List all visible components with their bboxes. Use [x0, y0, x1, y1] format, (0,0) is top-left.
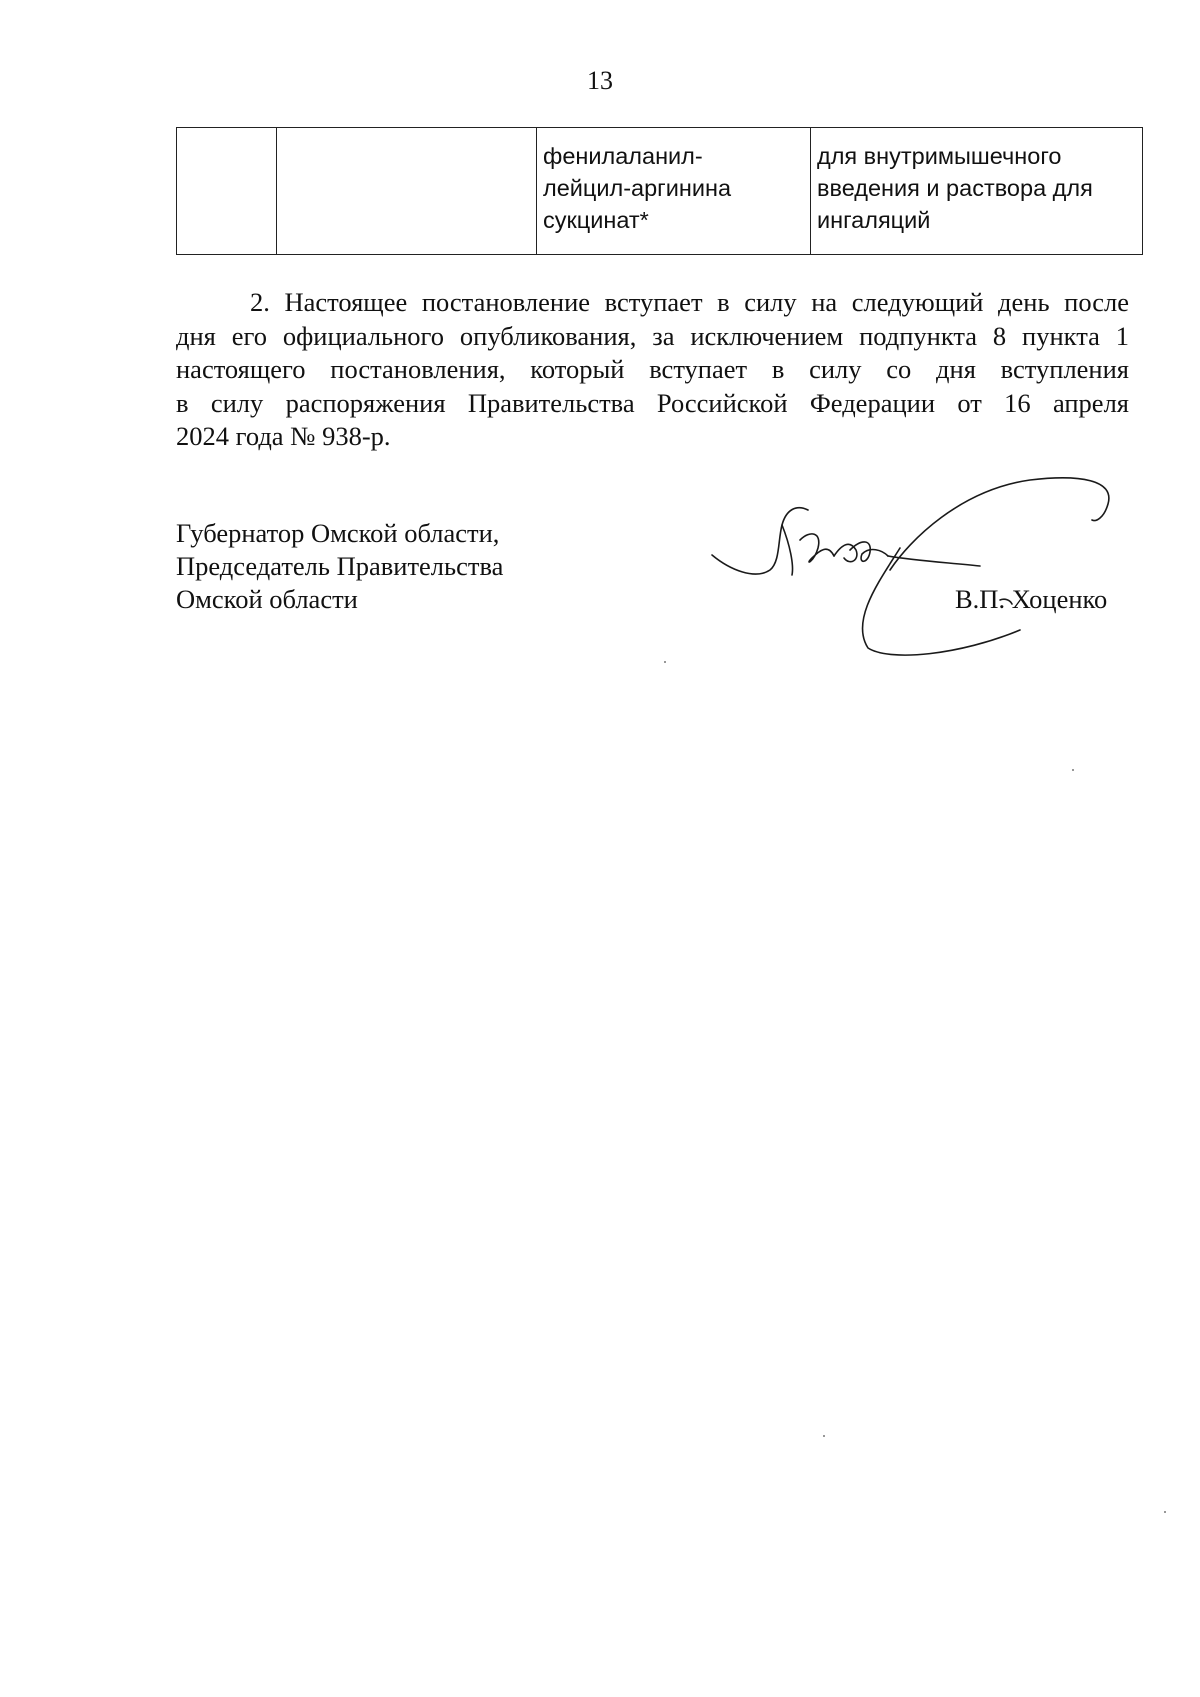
signatory-position	[176, 517, 503, 616]
signer-name: В.П. Хоценко	[955, 584, 1108, 614]
cell-line: введения и раствора для	[817, 175, 1093, 201]
paragraph-line: дня его официального опубликования, за исключением подпункта 8 пункта 1	[176, 320, 1129, 351]
scan-speck	[1164, 1511, 1166, 1513]
table-cell-dosage-form	[811, 128, 1143, 255]
position-line: Губернатор Омской области,	[176, 518, 500, 548]
continuation-table	[176, 127, 1143, 255]
scan-speck	[1072, 769, 1074, 771]
table-cell-code	[277, 128, 537, 255]
page-number: 13	[587, 66, 613, 95]
table-cell-drug-name	[537, 128, 811, 255]
cell-line: лейцил-аргинина	[543, 175, 732, 201]
cell-line: для внутримышечного	[817, 143, 1062, 169]
scan-speck	[664, 661, 666, 663]
position-line: Председатель Правительства	[176, 551, 504, 581]
handwritten-signature	[700, 470, 1150, 670]
table-row	[177, 128, 1143, 255]
cell-line: фенилаланил-	[543, 143, 703, 169]
position-line: Омской области	[176, 584, 358, 614]
paragraph-line: в силу распоряжения Правительства Российской Федерации от 16 апреля	[176, 387, 1129, 418]
table-cell-number	[177, 128, 277, 255]
resolution-paragraph-2	[176, 286, 1129, 454]
cell-line: ингаляций	[817, 207, 931, 233]
cell-line: сукцинат*	[543, 207, 649, 233]
paragraph-line: 2024 года № 938-р.	[176, 421, 391, 451]
paragraph-line: 2. Настоящее постановление вступает в силу на следующий день после	[250, 287, 1129, 317]
scan-speck	[823, 1435, 825, 1437]
paragraph-line: настоящего постановления, который вступает в силу со дня вступления	[176, 354, 1129, 384]
